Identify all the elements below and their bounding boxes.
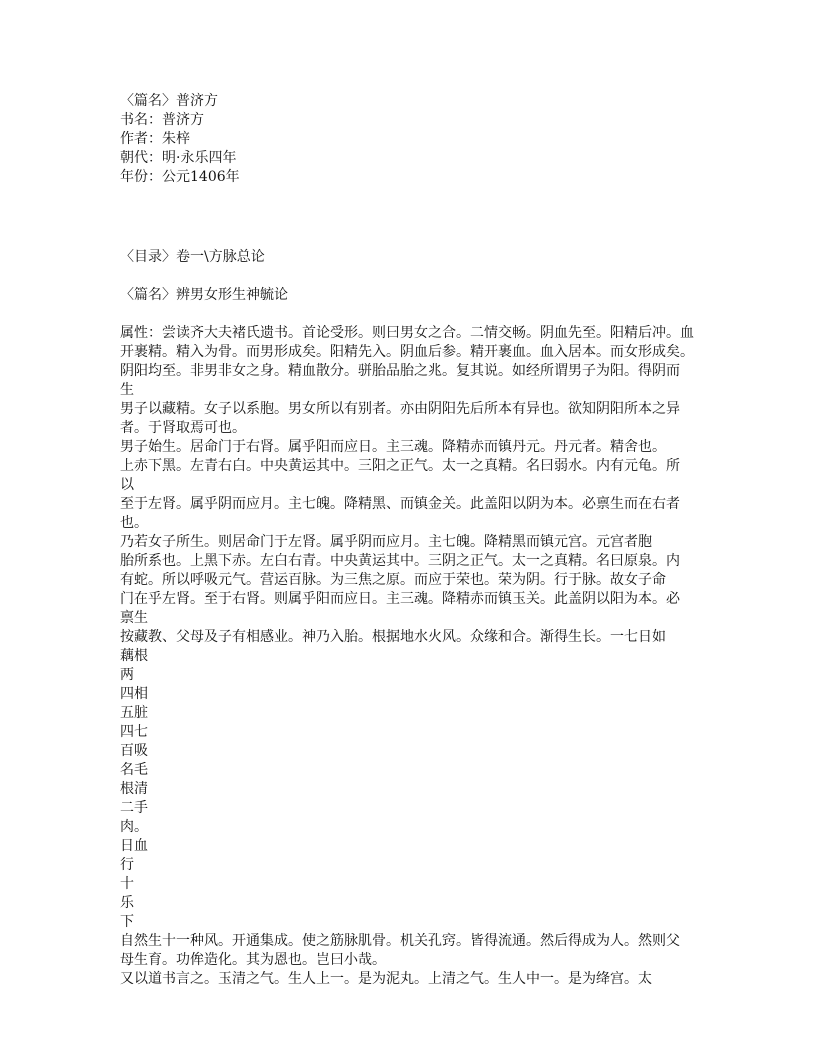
body-line: 有蛇。所以呼吸元气。营运百脉。为三焦之原。而应于荣也。荣为阴。行于脉。故女子命 <box>120 572 666 588</box>
body-line: 阴阳均至。非男非女之身。精血散分。骈胎品胎之兆。复其说。如经所谓男子为阳。得阴而 <box>120 363 680 379</box>
body-line: 二手 <box>120 800 148 816</box>
header-block <box>120 92 700 187</box>
body-line: 藕根 <box>120 648 148 664</box>
body-line: 两 <box>120 667 134 683</box>
body-line: 至于左肾。属乎阴而应月。主七魄。降精黑、而镇金关。此盖阳以阴为本。必禀生而在右者 <box>120 496 680 512</box>
body-line: 四七 <box>120 724 148 740</box>
body-line: 日血 <box>120 838 148 854</box>
body-line: 名毛 <box>120 762 148 778</box>
body-line: 男子以藏精。女子以系胞。男女所以有别者。亦由阴阳先后所本有异也。欲知阴阳所本之异 <box>120 401 680 417</box>
document-page <box>120 92 700 989</box>
body-line: 肉。 <box>120 819 148 835</box>
header-line: 年份：公元1406年 <box>120 169 240 185</box>
body-line: 禀生 <box>120 610 148 626</box>
body-line: 自然生十一种风。开通集成。使之筋脉肌骨。机关孔窍。皆得流通。然后得成为人。然则父 <box>120 933 680 949</box>
body-line: 又以道书言之。玉清之气。生人上一。是为泥丸。上清之气。生人中一。是为绛宫。太 <box>120 971 652 987</box>
body-line: 以 <box>120 477 134 493</box>
spacer <box>120 267 700 286</box>
body-line: 胎所系也。上黑下赤。左白右青。中央黄运其中。三阴之正气。太一之真精。名曰原泉。内 <box>120 553 680 569</box>
header-line: 作者：朱梓 <box>120 131 190 147</box>
body-line: 行 <box>120 857 134 873</box>
body-line: 者。于肾取焉可也。 <box>120 420 246 436</box>
header-line: 〈篇名〉普济方 <box>120 93 218 109</box>
header-line: 朝代：明·永乐四年 <box>120 150 237 166</box>
body-line: 男子始生。居命门于右肾。属乎阳而应日。主三魂。降精赤而镇丹元。丹元者。精舍也。 <box>120 439 666 455</box>
body-line: 四相 <box>120 686 148 702</box>
toc-line: 〈目录〉卷一\方脉总论 <box>120 249 265 265</box>
body-line: 乐 <box>120 895 134 911</box>
body-line: 五脏 <box>120 705 148 721</box>
body-line: 按藏教、父母及子有相感业。神乃入胎。根据地水火风。众缘和合。渐得生长。一七日如 <box>120 629 666 645</box>
body-line: 属性：尝读齐大夫褚氏遗书。首论受形。则曰男女之合。二情交畅。阴血先至。阳精后冲。血 <box>120 325 694 341</box>
body-line: 也。 <box>120 515 148 531</box>
body-text <box>120 324 700 989</box>
body-line: 上赤下黑。左青右白。中央黄运其中。三阳之正气。太一之真精。名曰弱水。内有元龟。所 <box>120 458 680 474</box>
spacer <box>120 187 700 248</box>
body-line: 开裹精。精入为骨。而男形成矣。阳精先入。阴血后参。精开裹血。血入居本。而女形成矣。 <box>120 344 694 360</box>
body-line: 门在乎左肾。至于右肾。则属乎阳而应日。主三魂。降精赤而镇玉关。此盖阴以阳为本。必 <box>120 591 680 607</box>
body-line: 母生育。功侔造化。其为恩也。岂曰小哉。 <box>120 952 386 968</box>
spacer <box>120 305 700 324</box>
body-line: 百吸 <box>120 743 148 759</box>
body-line: 下 <box>120 914 134 930</box>
section-title: 〈篇名〉辨男女形生神毓论 <box>120 287 288 303</box>
body-line: 乃若女子所生。则居命门于左肾。属乎阴而应月。主七魄。降精黑而镇元宫。元宫者胞 <box>120 534 652 550</box>
header-line: 书名：普济方 <box>120 112 204 128</box>
body-line: 生 <box>120 382 134 398</box>
body-line: 十 <box>120 876 134 892</box>
body-line: 根清 <box>120 781 148 797</box>
